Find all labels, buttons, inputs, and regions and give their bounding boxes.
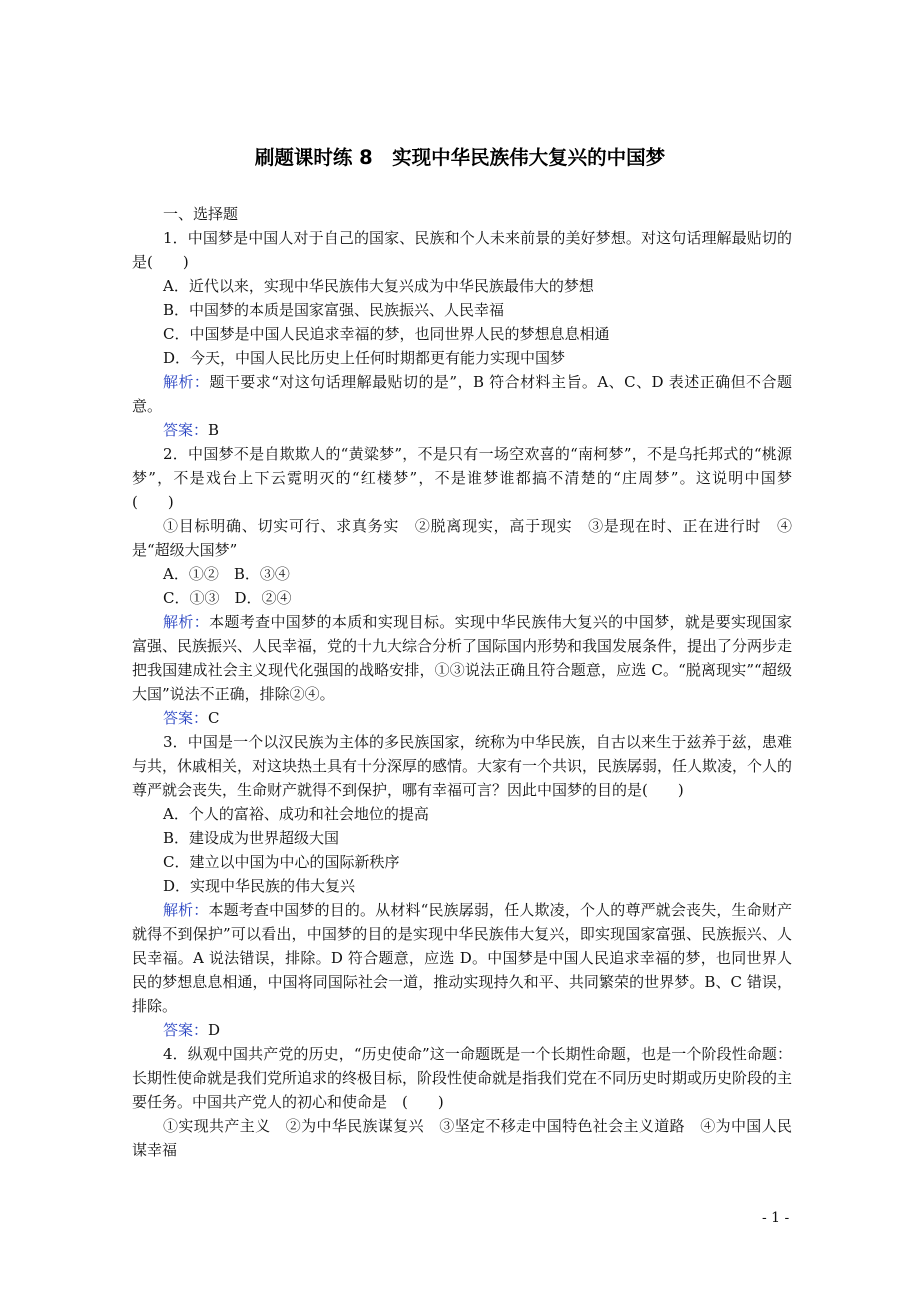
q1-option-b: B．中国梦的本质是国家富强、民族振兴、人民幸福	[163, 301, 505, 319]
page-number: - 1 -	[762, 1210, 790, 1226]
q1-analysis-text: 题干要求“对这句话理解最贴切的是”，B 符合材料主旨。A、C、D 表述正确但不合题意。	[132, 373, 792, 415]
section-heading: 一、选择题	[163, 205, 239, 223]
q3-analysis	[132, 898, 792, 1018]
q3-answer	[132, 1018, 792, 1042]
q2-answer	[132, 706, 792, 730]
page-title: 刷题课时练 8 实现中华民族伟大复兴的中国梦	[254, 146, 666, 169]
q2-analysis	[132, 610, 792, 706]
q1-answer	[132, 418, 792, 442]
analysis-label: 解析：	[163, 901, 209, 919]
q1-analysis	[132, 370, 792, 418]
q3-stem: 3．中国是一个以汉民族为主体的多民族国家，统称为中华民族，自古以来生于兹养于兹，患难与共，休戚相关，对这块热土具有十分深厚的感情。大家有一个共识，民族孱弱，任人欺凌，个人的尊严就会丧失，生命财产就得不到保护，哪有幸福可言？因此中国梦的目的是( )	[132, 733, 793, 799]
q2-items: ①目标明确、切实可行、求真务实 ②脱离现实，高于现实 ③是现在时、正在进行时 ④是“超级大国梦”	[132, 517, 792, 559]
q1-stem: 1．中国梦是中国人对于自己的国家、民族和个人未来前景的美好梦想。对这句话理解最贴切的是( )	[132, 229, 792, 271]
q2-answer-value: C	[208, 709, 220, 727]
analysis-label: 解析：	[163, 373, 210, 391]
q4-stem: 4．纵观中国共产党的历史，“历史使命”这一命题既是一个长期性命题，也是一个阶段性命题：长期性使命就是我们党所追求的终极目标，阶段性使命就是指我们党在不同历史时期或历史阶段的主要任务。中国共产党人的初心和使命是 ( )	[132, 1045, 793, 1111]
q3-option-b: B．建设成为世界超级大国	[163, 829, 340, 847]
q1-option-d: D．今天，中国人民比历史上任何时期都更有能力实现中国梦	[163, 349, 566, 367]
q3-option-d: D．实现中华民族的伟大复兴	[163, 877, 356, 895]
document-body	[132, 202, 808, 1162]
q3-option-a: A．个人的富裕、成功和社会地位的提高	[163, 805, 429, 823]
q4-items: ①实现共产主义 ②为中华民族谋复兴 ③坚定不移走中国特色社会主义道路 ④为中国人民谋幸福	[132, 1117, 792, 1159]
analysis-label: 解析：	[163, 613, 210, 631]
answer-label: 答案：	[163, 421, 209, 439]
answer-label: 答案：	[163, 709, 209, 727]
q1-answer-value: B	[208, 421, 220, 439]
q1-option-a: A．近代以来，实现中华民族伟大复兴成为中华民族最伟大的梦想	[163, 277, 594, 295]
q3-analysis-text: 本题考查中国梦的目的。从材料“民族孱弱，任人欺凌，个人的尊严就会丧失，生命财产就得不到保护”可以看出，中国梦的目的是实现中华民族伟大复兴，即实现国家富强、民族振兴、人民幸福。A 说法错误，排除。D 符合题意，应选 D。中国梦是中国人民追求幸福的梦，也同世界人民的梦想息息相通，中国将同国际社会一道，推动实现持久和平、共同繁荣的世界梦。B、C 错误，排除。	[132, 901, 792, 1015]
q3-answer-value: D	[208, 1021, 221, 1039]
q2-stem: 2．中国梦不是自欺欺人的“黄粱梦”，不是只有一场空欢喜的“南柯梦”，不是乌托邦式的“桃源梦”，不是戏台上下云霓明灭的“红楼梦”，不是谁梦谁都搞不清楚的“庄周梦”。这说明中国梦 ( )	[132, 445, 808, 511]
answer-label: 答案：	[163, 1021, 209, 1039]
q2-options-ab: A．①② B．③④	[163, 565, 290, 583]
q3-option-c: C．建立以中国为中心的国际新秩序	[163, 853, 400, 871]
q2-options-cd: C．①③ D．②④	[163, 589, 292, 607]
q1-option-c: C．中国梦是中国人民追求幸福的梦，也同世界人民的梦想息息相通	[163, 325, 610, 343]
q2-analysis-text: 本题考查中国梦的本质和实现目标。实现中华民族伟大复兴的中国梦，就是要实现国家富强、民族振兴、人民幸福，党的十九大综合分析了国际国内形势和我国发展条件，提出了分两步走把我国建成社会主义现代化强国的战略安排，①③说法正确且符合题意，应选 C。“脱离现实”“超级大国”说法不正确，排除②④。	[132, 613, 793, 703]
